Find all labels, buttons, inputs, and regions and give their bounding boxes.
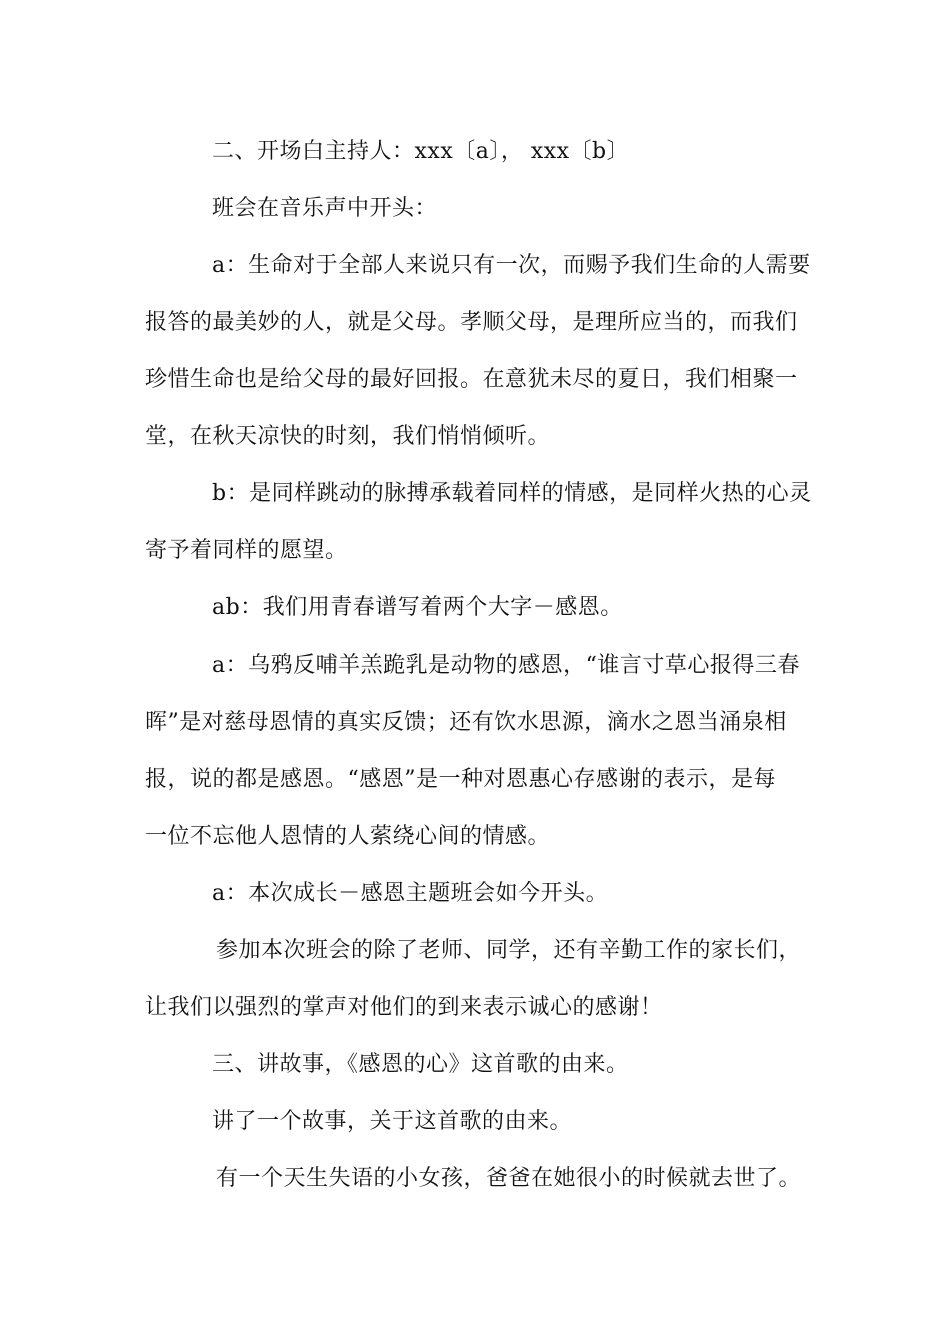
paragraph-line: a：本次成长－感恩主题班会如今开头。 [212,881,609,906]
paragraph-line: 有一个天生失语的小女孩，爸爸在她很小的时候就去世了。 [216,1166,802,1191]
section-heading-story: 三、讲故事，《感恩的心》这首歌的由来。 [212,1052,629,1077]
paragraph-line: 报答的最美妙的人，就是父母。孝顺父母，是理所应当的，而我们 [145,310,798,335]
paragraph-line: a：生命对于全部人来说只有一次，而赐予我们生命的人需要 [212,253,811,278]
paragraph-line: b：是同样跳动的脉搏承载着同样的情感，是同样火热的心灵 [212,481,812,506]
paragraph-line: a：乌鸦反哺羊羔跪乳是动物的感恩，“谁言寸草心报得三春 [212,653,800,678]
paragraph-line: 堂，在秋天凉快的时刻，我们悄悄倾听。 [145,424,551,449]
paragraph-line: ab：我们用青春谱写着两个大字－感恩。 [212,595,623,620]
paragraph-line: 让我们以强烈的掌声对他们的到来表示诚心的感谢！ [145,995,663,1020]
paragraph-line: 报，说的都是感恩。“感恩”是一种对恩惠心存感谢的表示，是每 [145,767,776,792]
paragraph-line: 一位不忘他人恩情的人萦绕心间的情感。 [145,824,551,849]
paragraph-line: 班会在音乐声中开头： [212,196,438,221]
paragraph-line: 晖”是对慈母恩情的真实反馈；还有饮水思源，滴水之恩当涌泉相 [145,710,787,735]
paragraph-line: 参加本次班会的除了老师、同学，还有辛勤工作的家长们， [216,938,802,963]
section-heading-opening: 二、开场白主持人：xxx〔a〕， xxx〔b〕 [212,139,630,164]
paragraph-line: 讲了一个故事，关于这首歌的由来。 [212,1109,573,1134]
paragraph-line: 珍惜生命也是给父母的最好回报。在意犹未尽的夏日，我们相聚一 [145,367,798,392]
paragraph-line: 寄予着同样的愿望。 [145,538,348,563]
